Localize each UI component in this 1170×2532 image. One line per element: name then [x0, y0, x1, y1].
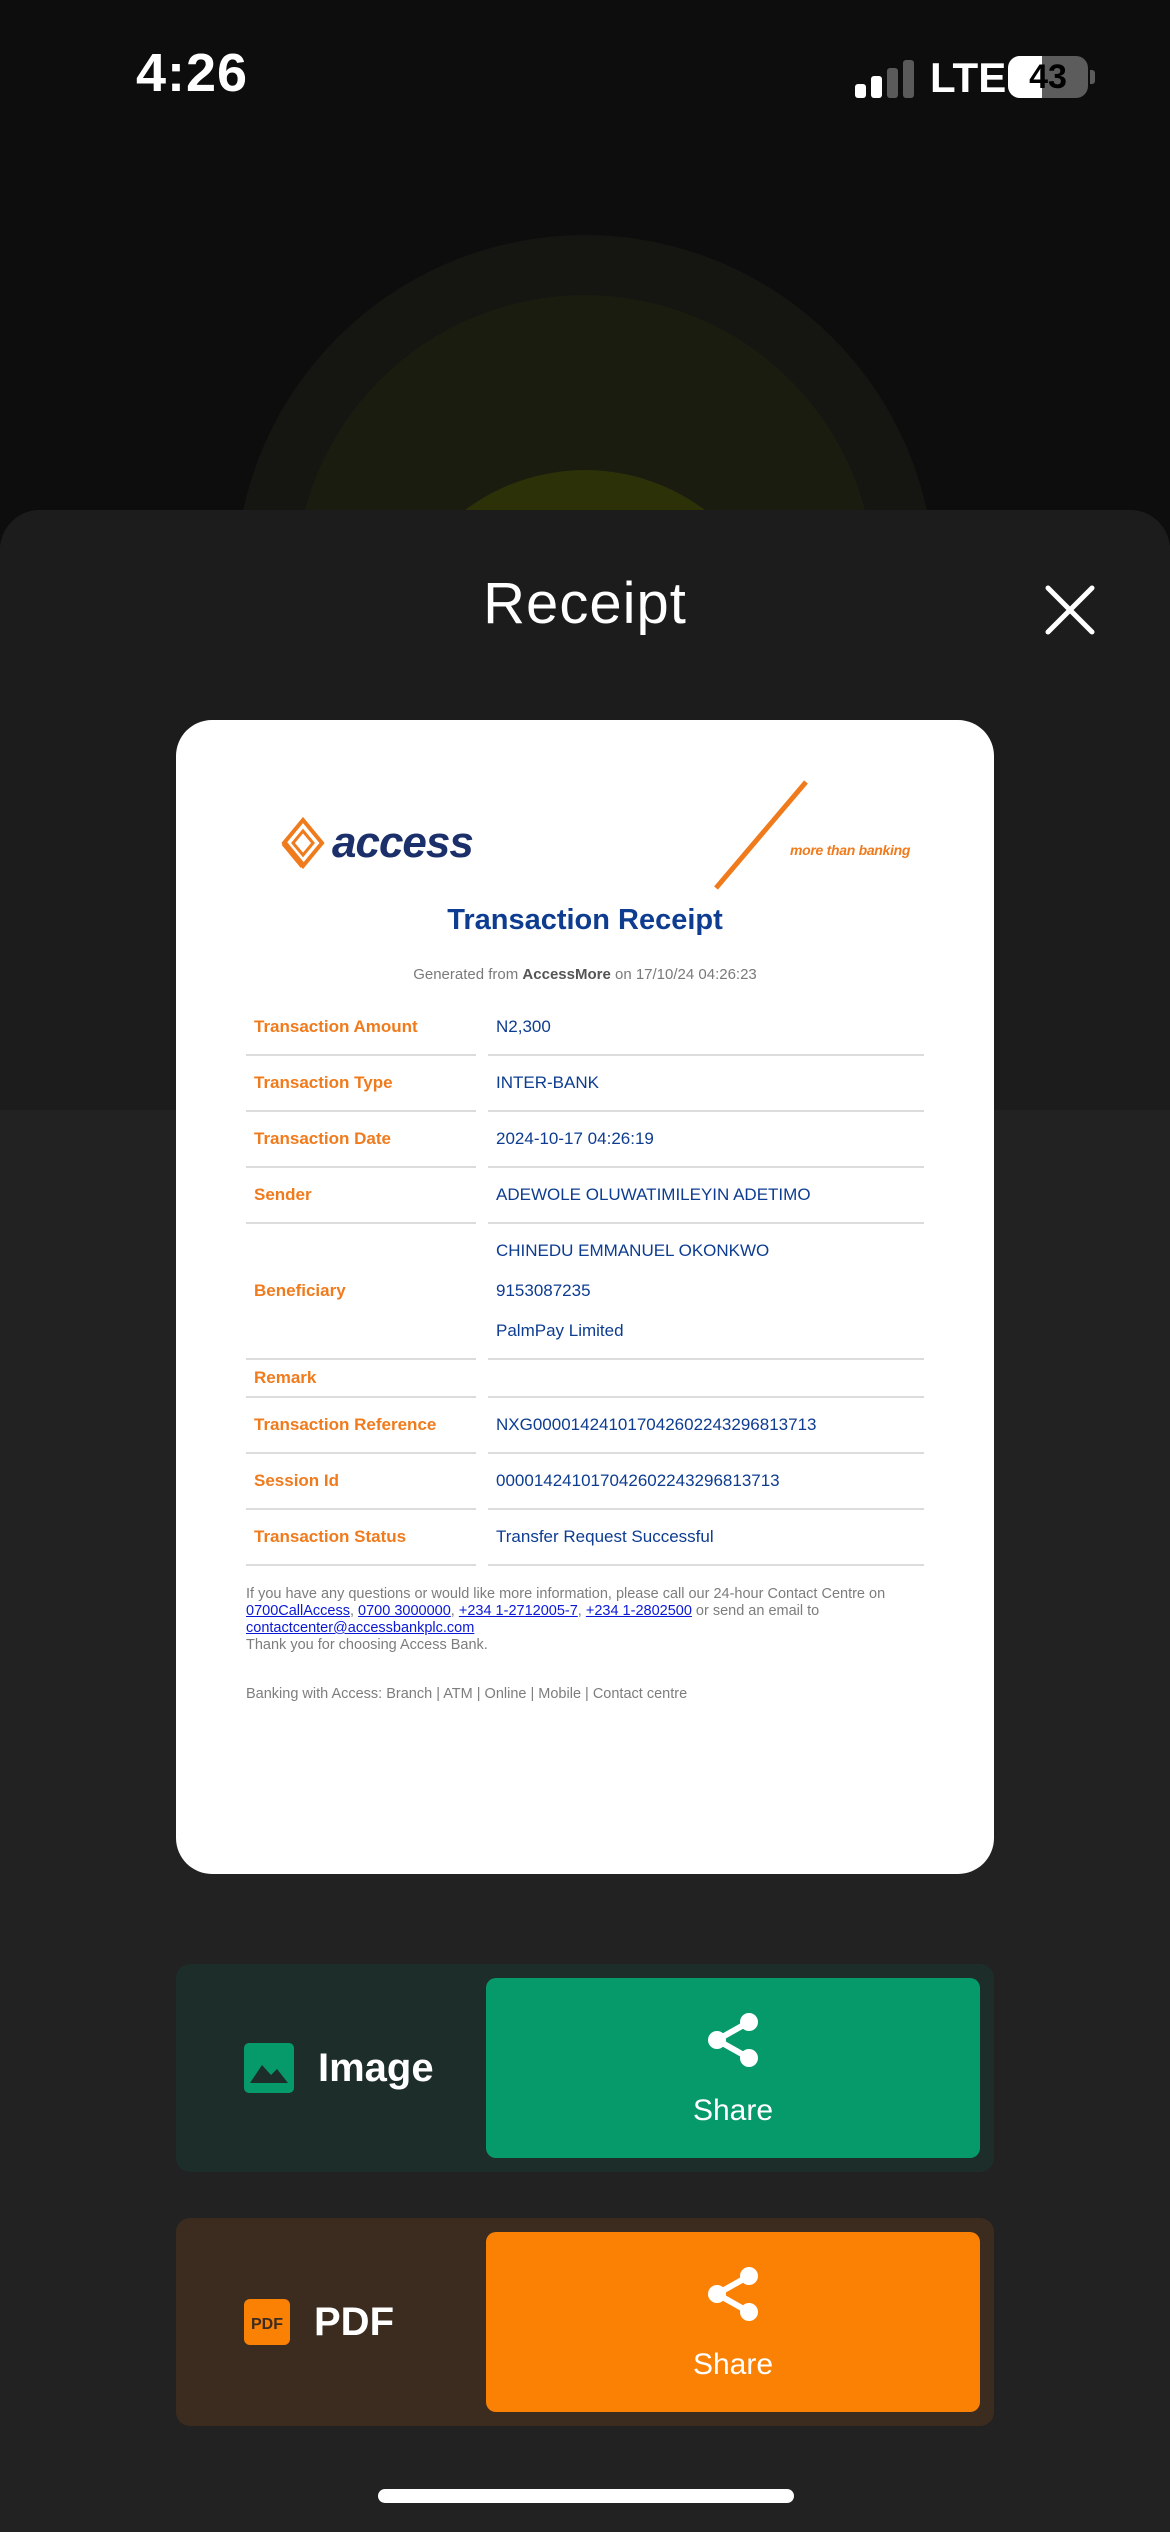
phone-link-3[interactable]: +234 1-2802500 — [585, 1603, 692, 1619]
row-beneficiary — [246, 1224, 924, 1360]
receipt-title: Transaction Receipt — [447, 904, 723, 936]
receipt-details-table — [246, 1000, 924, 1566]
share-icon — [705, 2264, 761, 2324]
contact-note — [246, 1586, 936, 1654]
row-transaction-date — [246, 1112, 924, 1168]
row-value: N2,300 — [488, 1000, 924, 1056]
image-option — [244, 1964, 434, 2172]
phone-link-1[interactable]: 0700 3000000 — [358, 1603, 451, 1619]
separator: , — [450, 1603, 459, 1619]
row-value: 000014241017042602243296813713 — [488, 1454, 924, 1510]
image-export-row — [176, 1964, 994, 2172]
status-bar — [0, 0, 1170, 150]
row-value: INTER-BANK — [488, 1056, 924, 1112]
row-value: ADEWOLE OLUWATIMILEYIN ADETIMO — [488, 1168, 924, 1224]
beneficiary-account: 9153087235 — [496, 1281, 591, 1300]
access-logo-text: access — [332, 818, 473, 867]
network-type: LTE — [930, 54, 1007, 101]
battery-icon — [1008, 56, 1088, 98]
row-remark — [246, 1360, 924, 1398]
share-icon — [705, 2010, 761, 2070]
row-session-id — [246, 1454, 924, 1510]
share-image-button[interactable] — [486, 1978, 980, 2158]
row-label: Sender — [246, 1168, 476, 1224]
row-transaction-status — [246, 1510, 924, 1566]
row-value: Transfer Request Successful — [488, 1510, 924, 1566]
row-transaction-type — [246, 1056, 924, 1112]
row-label: Session Id — [246, 1454, 476, 1510]
email-link[interactable]: contactcenter@accessbankplc.com — [246, 1620, 475, 1636]
separator: , — [349, 1603, 359, 1619]
battery-tip — [1090, 70, 1095, 84]
row-transaction-reference — [246, 1398, 924, 1454]
row-label: Transaction Reference — [246, 1398, 476, 1454]
row-label: Transaction Status — [246, 1510, 476, 1566]
share-label: Share — [692, 2348, 774, 2381]
access-logo — [280, 816, 473, 870]
generated-suffix: on 17/10/24 04:26:23 — [610, 966, 757, 983]
generated-note — [176, 966, 994, 983]
row-value — [488, 1360, 924, 1398]
row-value: 2024-10-17 04:26:19 — [488, 1112, 924, 1168]
row-label: Remark — [246, 1360, 476, 1398]
generated-prefix: Generated from — [413, 966, 523, 983]
beneficiary-name: CHINEDU EMMANUEL OKONKWO — [496, 1241, 770, 1260]
share-pdf-button[interactable] — [486, 2232, 980, 2412]
close-button[interactable] — [1040, 580, 1100, 640]
battery-level: 43 — [1029, 58, 1067, 96]
brand-tagline: more than banking — [790, 842, 911, 858]
separator: , — [577, 1603, 586, 1619]
row-label: Transaction Amount — [246, 1000, 476, 1056]
row-label: Transaction Type — [246, 1056, 476, 1112]
pdf-option — [244, 2218, 394, 2426]
share-label: Share — [692, 2094, 774, 2127]
row-label: Transaction Date — [246, 1112, 476, 1168]
close-icon — [1040, 580, 1100, 640]
pdf-badge: PDF — [251, 2316, 283, 2333]
phone-link-callaccess[interactable]: 0700CallAccess — [246, 1603, 350, 1619]
status-time: 4:26 — [136, 43, 249, 103]
home-indicator[interactable] — [378, 2489, 794, 2503]
image-label: Image — [318, 2045, 434, 2090]
banking-channels: Banking with Access: Branch | ATM | Online | Mobile | Contact centre — [246, 1686, 688, 1702]
receipt-preview — [176, 720, 994, 1874]
cellular-signal-icon — [855, 60, 915, 98]
row-label: Beneficiary — [246, 1224, 476, 1360]
brand-slash-graphic — [711, 780, 811, 890]
email-prefix: or send an email to — [691, 1603, 820, 1619]
thanks-text: Thank you for choosing Access Bank. — [246, 1637, 488, 1653]
beneficiary-bank: PalmPay Limited — [496, 1321, 624, 1340]
pdf-icon — [244, 2299, 290, 2345]
image-icon — [244, 2043, 294, 2093]
sheet-title: Receipt — [483, 571, 687, 636]
generated-app: AccessMore — [522, 966, 611, 983]
row-sender — [246, 1168, 924, 1224]
row-transaction-amount — [246, 1000, 924, 1056]
contact-intro: If you have any questions or would like more information, please call our 24-hour Contact Centre on — [246, 1586, 886, 1602]
phone-link-2[interactable]: +234 1-2712005-7 — [458, 1603, 578, 1619]
row-value — [488, 1224, 924, 1360]
row-value: NXG000014241017042602243296813713 — [488, 1398, 924, 1454]
access-logo-icon — [280, 816, 326, 870]
pdf-label: PDF — [314, 2299, 394, 2344]
pdf-export-row — [176, 2218, 994, 2426]
